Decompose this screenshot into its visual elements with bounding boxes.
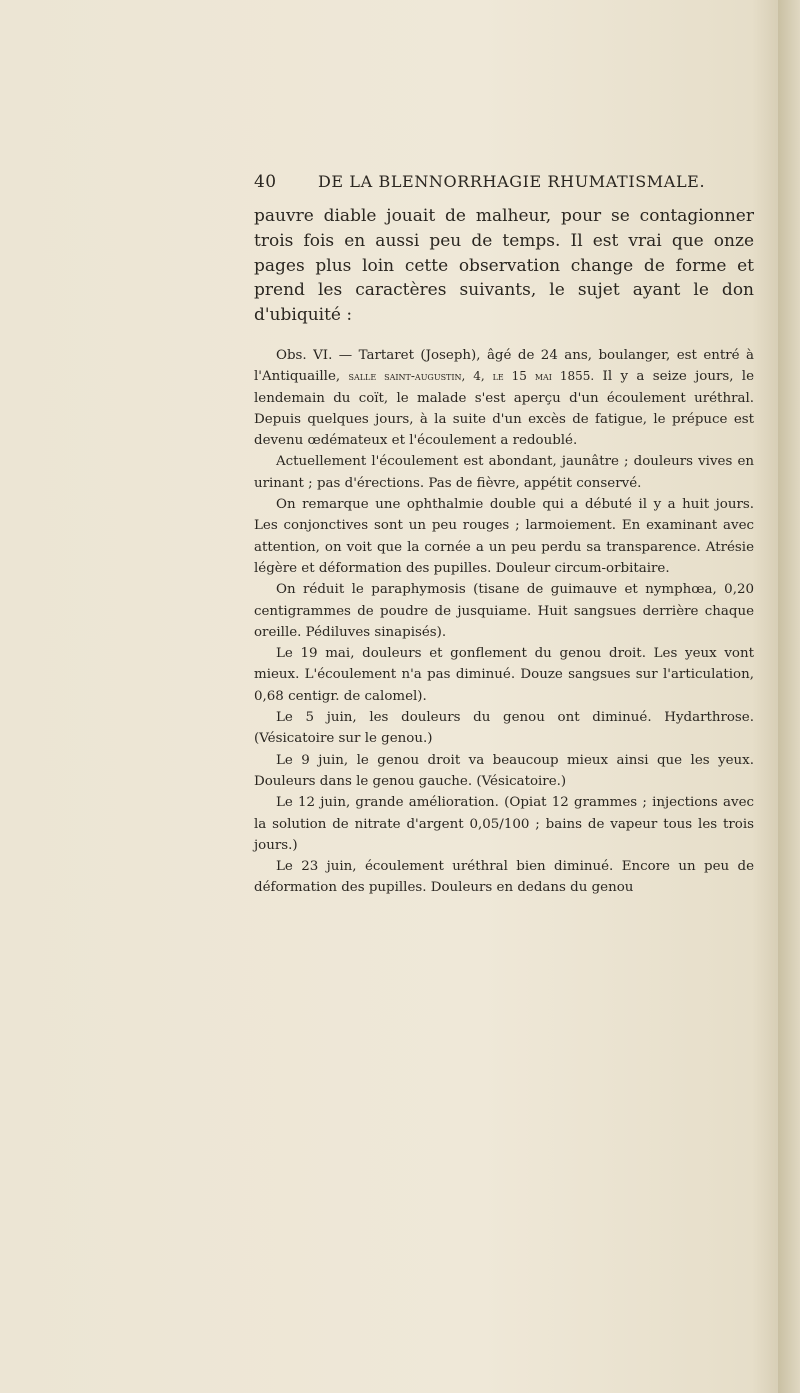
intro-paragraph: pauvre diable jouait de malheur, pour se contagionner trois fois en aussi peu de temps. Il est vrai que onze pages plus loin cette observation change de forme et prend les caractères suivants, le sujet ayant le don d'ubiquité : [254,206,754,326]
observation-paragraph: Le 5 juin, les douleurs du genou ont diminué. Hydarthrose. (Vésicatoire sur le genou.) [254,710,754,747]
page-number: 40 [254,172,277,192]
observation-paragraph: Le 9 juin, le genou droit va beaucoup mieux ainsi que les yeux. Douleurs dans le genou gauche. (Vésicatoire.) [254,752,754,789]
observation-paragraph: On réduit le paraphymosis (tisane de guimauve et nymphœa, 0,20 centigrammes de poudre de jusquiame. Huit sangsues derrière chaque oreille. Pédiluves sinapisés). [254,582,754,640]
observation-after-ward: Il y a seize jours, le lendemain du coït, le malade s'est aperçu d'un écoulement uréthral. Depuis quelques jours, à la suite d'un excès de fatigue, le prépuce est devenu œdémateux et l'écoulement a redoublé. [254,369,755,449]
observation-opening: — Tartaret (Joseph), âgé de 24 ans, boulanger, est entré à l'Antiquaille, [254,347,755,385]
observation-label: Obs. VI. [276,347,333,363]
observation-paragraph: Le 19 mai, douleurs et gonflement du genou droit. Les yeux vont mieux. L'écoulement n'a pas diminué. Douze sangsues sur l'articulation, 0,68 centigr. de calomel). [254,646,754,704]
observation-paragraph: On remarque une ophthalmie double qui a débuté il y a huit jours. Les conjonctives sont un peu rouges ; larmoiement. En examinant avec attention, on voit que la cornée a un peu perdu sa transparence. Atrésie légère et déformation des pupilles. Douleur circum-orbitaire. [254,497,754,576]
observation-paragraph: Le 12 juin, grande amélioration. (Opiat 12 grammes ; injections avec la solution de nitrate d'argent 0,05/100 ; bains de vapeur tous les trois jours.) [254,795,754,853]
page-header [254,172,754,196]
observation-paragraph: Le 23 juin, écoulement uréthral bien diminué. Encore un peu de déformation des pupilles. Douleurs en dedans du genou [254,859,754,896]
observation-block [254,345,754,899]
observation-first-paragraph [254,345,754,451]
running-head: DE LA BLENNORRHAGIE RHUMATISMALE. [318,172,706,191]
observation-ward: salle saint-augustin, 4, le 15 mai 1855. [348,369,595,384]
page-edge-shadow [778,0,800,1393]
observation-paragraph: Actuellement l'écoulement est abondant, jaunâtre ; douleurs vives en urinant ; pas d'érections. Pas de fièvre, appétit conservé. [254,454,754,491]
page-content [254,172,754,899]
